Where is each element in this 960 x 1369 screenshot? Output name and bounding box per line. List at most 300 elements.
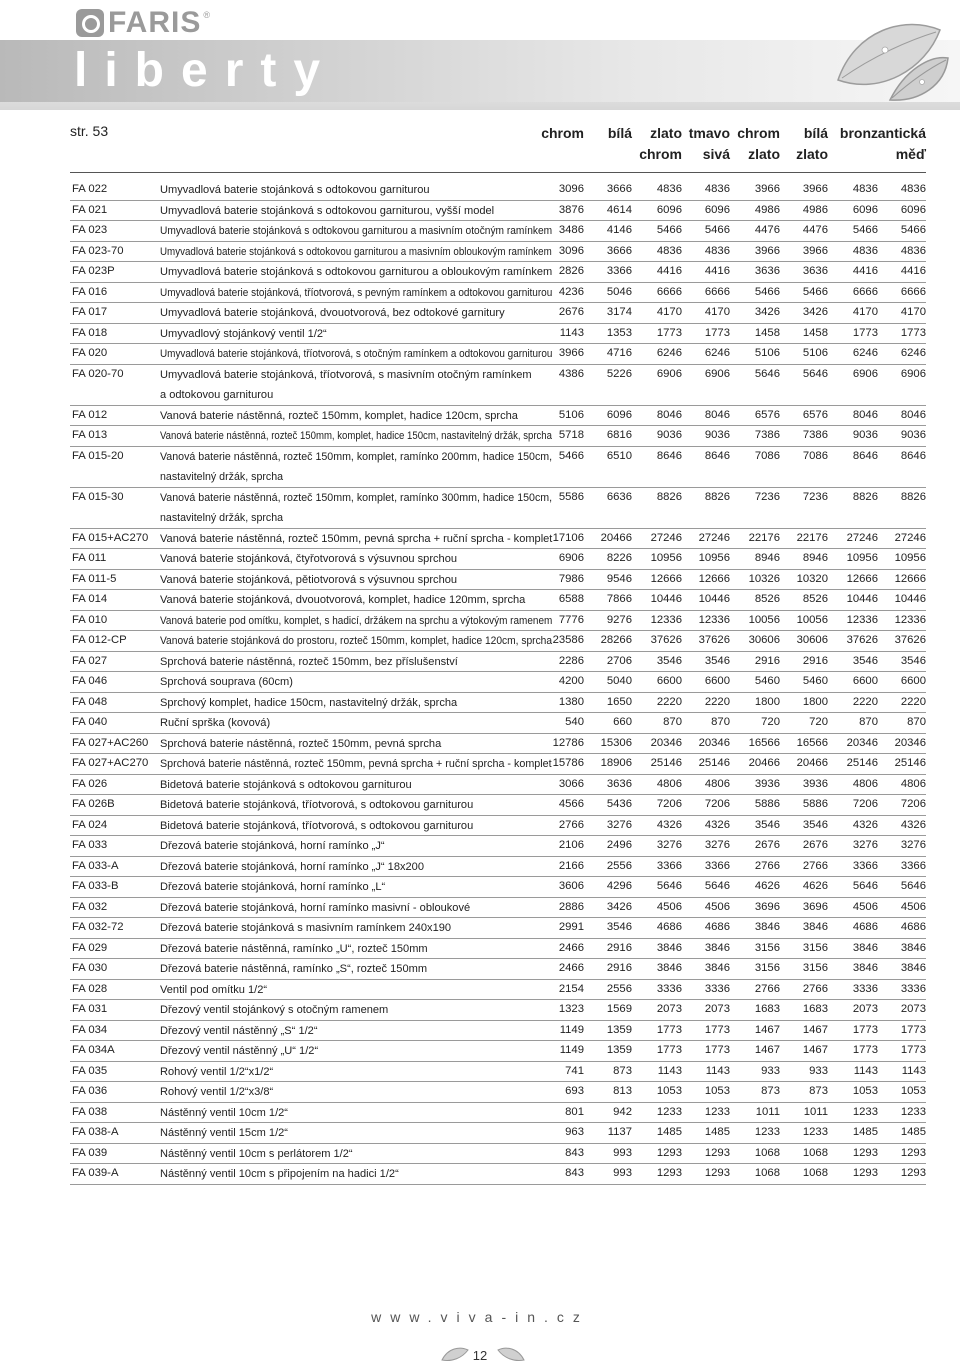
product-description <box>160 1082 552 1103</box>
price-cell: 1053 <box>656 1085 682 1097</box>
description-line: Umyvadlová baterie stojánková s odtokovou garniturou a masivním obloukovým ramínkem <box>160 245 552 258</box>
price-cell: 7776 <box>558 613 584 626</box>
product-code: FA 015-30 <box>72 490 124 503</box>
description-line: Dřezový ventil stojánkový s otočným ramenem <box>160 1004 389 1016</box>
price-cell: 6600 <box>852 675 878 687</box>
column-header-line2: sivá <box>702 146 730 162</box>
column-header-line1: chrom <box>541 125 584 141</box>
description-line: Vanová baterie nástěnná, rozteč 150mm, pevná sprcha + ruční sprcha - komplet <box>160 532 553 545</box>
price-cell: 12666 <box>894 572 926 585</box>
description-line: Sprchový komplet, hadice 150cm, nastavitelný držák, sprcha <box>160 696 458 709</box>
product-code: FA 018 <box>72 326 108 339</box>
price-cell: 4836 <box>900 244 926 257</box>
product-code: FA 039 <box>72 1146 108 1159</box>
price-cell: 12666 <box>650 572 682 585</box>
price-cell: 6906 <box>852 367 878 380</box>
price-cell: 963 <box>565 1126 584 1138</box>
price-cell: 1773 <box>900 326 926 339</box>
price-cell: 9036 <box>900 429 926 441</box>
price-cell: 4506 <box>852 900 878 913</box>
price-cell: 870 <box>859 716 878 728</box>
description-line: Rohový ventil 1/2“x1/2“ <box>160 1065 274 1078</box>
column-header <box>856 123 926 165</box>
description-line: Rohový ventil 1/2“x3/8“ <box>160 1086 274 1098</box>
price-cell: 1143 <box>705 1064 730 1077</box>
price-cell: 3966 <box>802 244 828 257</box>
price-cell: 27246 <box>698 531 730 544</box>
table-row <box>70 447 926 488</box>
product-description <box>160 631 553 652</box>
price-cell: 6906 <box>900 367 926 380</box>
product-description <box>160 816 552 837</box>
price-cell: 2496 <box>606 839 632 851</box>
product-description <box>160 836 552 857</box>
price-cell: 3546 <box>606 921 632 933</box>
price-cell: 3546 <box>704 654 730 667</box>
price-cell: 6246 <box>852 347 878 359</box>
table-row <box>70 201 926 222</box>
price-cell: 3276 <box>656 839 682 851</box>
table-row <box>70 898 926 919</box>
price-cell: 720 <box>761 716 780 728</box>
price-cell: 20346 <box>698 736 730 749</box>
price-cell: 7206 <box>852 798 878 810</box>
price-cell: 25146 <box>894 757 926 769</box>
description-line: Nástěnný ventil 15cm 1/2“ <box>160 1127 288 1139</box>
product-description <box>160 795 552 816</box>
page-label: str. 53 <box>70 123 109 139</box>
price-cell: 4836 <box>852 244 878 257</box>
price-cell: 1068 <box>802 1146 828 1159</box>
table-row <box>70 775 926 796</box>
price-cell: 1233 <box>900 1105 926 1118</box>
price-cell: 1353 <box>606 326 632 339</box>
product-code: FA 020-70 <box>72 367 124 380</box>
price-cell: 10956 <box>846 552 878 564</box>
price-cell: 12786 <box>552 736 584 749</box>
price-cell: 2916 <box>606 962 632 974</box>
description-line: Umyvadlová baterie stojánková s odtokovou garniturou a obloukovým ramínkem <box>160 266 553 278</box>
price-cell: 1068 <box>754 1167 780 1179</box>
price-cell: 3846 <box>656 962 682 974</box>
price-cell: 9036 <box>656 429 682 441</box>
price-cell: 7206 <box>704 798 730 810</box>
product-description <box>160 857 552 878</box>
product-description <box>160 1021 552 1042</box>
product-code: FA 026B <box>72 798 115 810</box>
price-cell: 8946 <box>754 552 780 564</box>
price-cell: 4626 <box>754 880 780 892</box>
table-row <box>70 734 926 755</box>
price-cell: 4170 <box>852 306 878 318</box>
product-description <box>160 1123 552 1144</box>
price-cell: 6246 <box>704 347 730 359</box>
price-cell: 2766 <box>802 859 828 872</box>
price-cell: 37626 <box>698 634 730 646</box>
price-cell: 1773 <box>852 326 878 339</box>
product-description <box>160 201 552 222</box>
description-line-2: nastavitelný držák, sprcha <box>160 512 284 524</box>
price-cell: 7086 <box>802 449 828 462</box>
price-cell: 1773 <box>900 1044 926 1056</box>
price-cell: 3336 <box>704 982 730 995</box>
price-cell: 3846 <box>852 941 878 954</box>
product-code: FA 046 <box>72 675 108 687</box>
description-line: Sprchová baterie nástěnná, rozteč 150mm, bez příslušenství <box>160 655 458 668</box>
description-line: Vanová baterie nástěnná, rozteč 150mm, komplet, hadice 120cm, sprcha <box>160 409 518 422</box>
price-cell: 7086 <box>754 449 780 462</box>
price-cell: 3156 <box>802 962 828 974</box>
price-cell: 2916 <box>754 654 780 667</box>
product-description <box>160 713 552 734</box>
price-cell: 843 <box>565 1167 584 1179</box>
price-cell: 1773 <box>704 1044 730 1056</box>
price-cell: 4170 <box>656 306 682 318</box>
price-cell: 5586 <box>558 490 584 503</box>
price-cell: 27246 <box>650 531 682 544</box>
price-cell: 3276 <box>704 839 730 851</box>
product-description <box>160 611 553 632</box>
price-cell: 3546 <box>656 654 682 667</box>
description-line: Umyvadlová baterie stojánková s odtokovou garniturou a masivním otočným ramínkem <box>160 225 553 237</box>
faris-logo <box>76 6 210 40</box>
price-cell: 5718 <box>558 429 584 441</box>
price-cell: 5040 <box>606 675 632 687</box>
price-cell: 27246 <box>894 531 926 544</box>
price-cell: 1773 <box>704 1023 730 1036</box>
price-cell: 2073 <box>704 1003 730 1015</box>
price-cell: 1068 <box>802 1167 828 1179</box>
price-cell: 10446 <box>894 593 926 605</box>
price-cell: 5466 <box>900 224 926 236</box>
table-row <box>70 262 926 283</box>
price-cell: 2556 <box>606 859 632 872</box>
price-cell: 20346 <box>650 736 682 749</box>
price-cell: 12336 <box>846 613 878 626</box>
price-cell: 4146 <box>606 224 632 236</box>
registered-mark: ® <box>203 10 210 20</box>
table-row <box>70 857 926 878</box>
description-line: Vanová baterie nástěnná, rozteč 150mm, komplet, ramínko 300mm, hadice 150cm, <box>160 491 553 504</box>
price-cell: 8646 <box>656 449 682 462</box>
product-description <box>160 693 552 714</box>
price-cell: 3936 <box>754 777 780 790</box>
product-description <box>160 262 551 283</box>
price-cell: 1143 <box>901 1064 926 1077</box>
product-code: FA 011 <box>72 552 107 564</box>
price-cell: 741 <box>565 1064 584 1077</box>
column-header-line1: bronz <box>839 125 878 141</box>
price-cell: 2886 <box>558 900 584 913</box>
product-description <box>160 529 551 550</box>
price-cell: 4506 <box>704 900 730 913</box>
price-cell: 1773 <box>852 1023 878 1036</box>
column-header-line2: měď <box>895 146 926 162</box>
table-row <box>70 1103 926 1124</box>
price-cell: 1467 <box>802 1023 828 1036</box>
price-cell: 1458 <box>754 326 780 339</box>
table-row <box>70 1021 926 1042</box>
price-cell: 3366 <box>656 859 682 872</box>
price-cell: 3696 <box>754 900 780 913</box>
product-code: FA 027+AC260 <box>72 736 149 749</box>
price-cell: 4416 <box>900 265 926 277</box>
price-cell: 5106 <box>802 347 828 359</box>
product-code: FA 033-B <box>72 880 119 892</box>
price-cell: 813 <box>613 1085 632 1097</box>
price-cell: 4416 <box>852 265 878 277</box>
price-cell: 4170 <box>900 306 926 318</box>
price-cell: 3846 <box>802 921 828 933</box>
price-cell: 4686 <box>852 921 878 933</box>
description-line: Vanová baterie stojánková do prostoru, rozteč 150mm, komplet, hadice 120cm, sprcha <box>160 635 553 647</box>
price-cell: 6096 <box>852 203 878 216</box>
product-description <box>160 426 552 447</box>
price-cell: 22176 <box>748 531 780 544</box>
price-cell: 5466 <box>656 224 682 236</box>
price-cell: 3066 <box>558 777 584 790</box>
table-row <box>70 488 926 529</box>
description-line-2: a odtokovou garniturou <box>160 389 274 401</box>
price-cell: 4806 <box>852 777 878 790</box>
table-row <box>70 344 926 365</box>
product-description <box>160 959 552 980</box>
table-row <box>70 1123 926 1144</box>
price-cell: 5466 <box>558 449 584 462</box>
description-line: Bidetová baterie stojánková, tříotvorová, s odtokovou garniturou <box>160 799 474 811</box>
price-cell: 6906 <box>656 367 682 380</box>
price-cell: 3366 <box>704 859 730 872</box>
product-code: FA 029 <box>72 941 108 954</box>
product-description <box>160 324 552 345</box>
price-cell: 4806 <box>900 777 926 790</box>
price-cell: 37626 <box>894 634 926 646</box>
description-line: Vanová baterie pod omítku, komplet, s hadicí, držákem na sprchu a výtokovým ramenem <box>160 614 553 627</box>
price-cell: 3966 <box>802 183 828 195</box>
price-cell: 10326 <box>748 572 780 585</box>
product-description <box>160 918 552 939</box>
price-cell: 1293 <box>704 1167 730 1179</box>
price-cell: 4836 <box>656 183 682 195</box>
table-row <box>70 303 926 324</box>
price-cell: 720 <box>809 716 828 728</box>
price-cell: 20466 <box>796 757 828 769</box>
price-cell: 1773 <box>656 1023 682 1036</box>
price-cell: 6600 <box>900 675 926 687</box>
product-description <box>160 303 552 324</box>
table-row <box>70 1164 926 1185</box>
price-cell: 16566 <box>748 736 780 749</box>
price-cell: 3966 <box>754 183 780 195</box>
price-cell: 4836 <box>656 244 682 257</box>
price-cell: 4614 <box>606 203 632 216</box>
price-cell: 9036 <box>852 429 878 441</box>
product-code: FA 033-A <box>72 859 119 872</box>
price-cell: 3846 <box>900 941 926 954</box>
price-cell: 8046 <box>900 408 926 421</box>
price-cell: 1800 <box>802 695 828 708</box>
price-cell: 28266 <box>600 634 632 646</box>
column-header-line2: zlato <box>796 146 828 162</box>
price-cell: 3276 <box>852 839 878 851</box>
price-cell: 8646 <box>900 449 926 462</box>
price-cell: 3636 <box>606 777 632 790</box>
product-description <box>160 488 553 529</box>
description-line: Sprchová baterie nástěnná, rozteč 150mm, pevná sprcha <box>160 737 442 750</box>
product-code: FA 048 <box>72 695 108 708</box>
price-cell: 1485 <box>656 1126 682 1138</box>
price-cell: 4326 <box>656 818 682 831</box>
product-code: FA 027+AC270 <box>72 757 149 769</box>
description-line: Nástěnný ventil 10cm s připojením na hadici 1/2“ <box>160 1168 399 1180</box>
price-cell: 30606 <box>796 634 828 646</box>
logo-text: FARIS <box>108 6 202 39</box>
price-cell: 10446 <box>650 593 682 605</box>
column-header-line1: bílá <box>803 125 828 141</box>
price-cell: 10446 <box>698 593 730 605</box>
description-line: Bidetová baterie stojánková s odtokovou garniturou <box>160 778 412 791</box>
product-description <box>160 775 552 796</box>
price-cell: 1011 <box>755 1105 780 1118</box>
price-cell: 2766 <box>802 982 828 995</box>
description-line: Nástěnný ventil 10cm s perlátorem 1/2“ <box>160 1147 353 1160</box>
price-cell: 3846 <box>852 962 878 974</box>
table-row <box>70 365 926 406</box>
price-cell: 12336 <box>698 613 730 626</box>
product-description <box>160 877 552 898</box>
price-cell: 7206 <box>900 798 926 810</box>
product-description <box>160 652 552 673</box>
product-description <box>160 980 552 1001</box>
price-cell: 3966 <box>754 244 780 257</box>
price-cell: 1359 <box>606 1023 632 1036</box>
price-cell: 1485 <box>852 1126 878 1138</box>
table-row <box>70 590 926 611</box>
price-cell: 2466 <box>558 962 584 974</box>
price-cell: 4836 <box>900 183 926 195</box>
product-code: FA 038-A <box>72 1126 119 1138</box>
column-header-line1: tmavo <box>688 125 730 141</box>
product-description <box>160 1041 552 1062</box>
price-cell: 1650 <box>606 695 632 708</box>
price-cell: 3366 <box>852 859 878 872</box>
price-cell: 4806 <box>656 777 682 790</box>
description-line: Nástěnný ventil 10cm 1/2“ <box>160 1106 288 1119</box>
price-cell: 1149 <box>559 1023 584 1036</box>
price-cell: 4566 <box>558 798 584 810</box>
price-cell: 873 <box>761 1085 780 1097</box>
price-cell: 3426 <box>802 306 828 318</box>
table-row <box>70 1082 926 1103</box>
product-code: FA 027 <box>72 654 108 667</box>
product-description <box>160 221 553 242</box>
product-code: FA 016 <box>72 285 108 298</box>
price-cell: 2220 <box>900 695 926 708</box>
product-code: FA 032-72 <box>72 921 124 933</box>
price-cell: 1467 <box>802 1044 828 1056</box>
price-cell: 4836 <box>704 244 730 257</box>
price-cell: 3336 <box>656 982 682 995</box>
description-line: Umyvadlová baterie stojánková, tříotvorová, s otočným ramínkem a odtokovou garniturou <box>160 348 553 360</box>
price-cell: 2676 <box>754 839 780 851</box>
price-cell: 1293 <box>900 1167 926 1179</box>
price-cell: 27246 <box>846 531 878 544</box>
product-description <box>160 1103 552 1124</box>
price-cell: 6666 <box>900 285 926 298</box>
price-cell: 3966 <box>558 347 584 359</box>
price-cell: 3366 <box>606 265 632 277</box>
price-cell: 8526 <box>802 593 828 605</box>
price-cell: 5886 <box>802 798 828 810</box>
price-cell: 4626 <box>802 880 828 892</box>
product-description <box>160 549 552 570</box>
price-cell: 5460 <box>802 675 828 687</box>
price-cell: 3546 <box>802 818 828 831</box>
price-cell: 30606 <box>748 634 780 646</box>
price-cell: 1467 <box>754 1023 780 1036</box>
page-number: 12 <box>472 1348 488 1363</box>
price-cell: 6246 <box>900 347 926 359</box>
product-code: FA 012-CP <box>72 634 127 646</box>
price-cell: 3156 <box>802 941 828 954</box>
product-description <box>160 365 552 406</box>
table-row <box>70 406 926 427</box>
product-description <box>160 939 552 960</box>
product-code: FA 014 <box>72 593 108 605</box>
product-description <box>160 1062 552 1083</box>
product-code: FA 017 <box>72 306 108 318</box>
price-cell: 37626 <box>650 634 682 646</box>
price-cell: 20466 <box>748 757 780 769</box>
price-cell: 870 <box>907 716 926 728</box>
price-cell: 873 <box>809 1085 828 1097</box>
table-row <box>70 221 926 242</box>
price-cell: 2106 <box>558 839 584 851</box>
price-cell: 8226 <box>606 552 632 564</box>
product-description <box>160 180 552 201</box>
price-cell: 3606 <box>558 880 584 892</box>
price-cell: 9276 <box>606 613 632 626</box>
price-cell: 1293 <box>852 1167 878 1179</box>
product-description <box>160 590 552 611</box>
price-cell: 1293 <box>656 1167 682 1179</box>
price-cell: 660 <box>613 716 632 728</box>
price-cell: 6096 <box>900 203 926 216</box>
price-cell: 6246 <box>656 347 682 359</box>
price-cell: 6096 <box>704 203 730 216</box>
description-line: Umyvadlová baterie stojánková s odtokovou garniturou <box>160 184 430 196</box>
price-cell: 22176 <box>796 531 828 544</box>
product-description <box>160 344 553 365</box>
description-line: Ruční sprška (kovová) <box>160 717 271 729</box>
table-row <box>70 529 926 550</box>
price-cell: 1053 <box>852 1085 878 1097</box>
brand-title: liberty <box>74 44 338 97</box>
table-row <box>70 549 926 570</box>
price-cell: 3486 <box>558 224 584 236</box>
price-cell: 2220 <box>656 695 682 708</box>
table-row <box>70 672 926 693</box>
price-cell: 2676 <box>558 306 584 318</box>
price-cell: 4326 <box>704 818 730 831</box>
description-line: Dřezová baterie nástěnná, ramínko „U“, rozteč 150mm <box>160 942 428 955</box>
description-line: Dřezový ventil nástěnný „U“ 1/2“ <box>160 1045 319 1057</box>
price-cell: 2706 <box>606 654 632 667</box>
description-line: Sprchová souprava (60cm) <box>160 676 293 688</box>
price-cell: 3666 <box>606 244 632 257</box>
footer-url[interactable]: www.viva-in.cz <box>371 1309 589 1325</box>
table-row <box>70 836 926 857</box>
